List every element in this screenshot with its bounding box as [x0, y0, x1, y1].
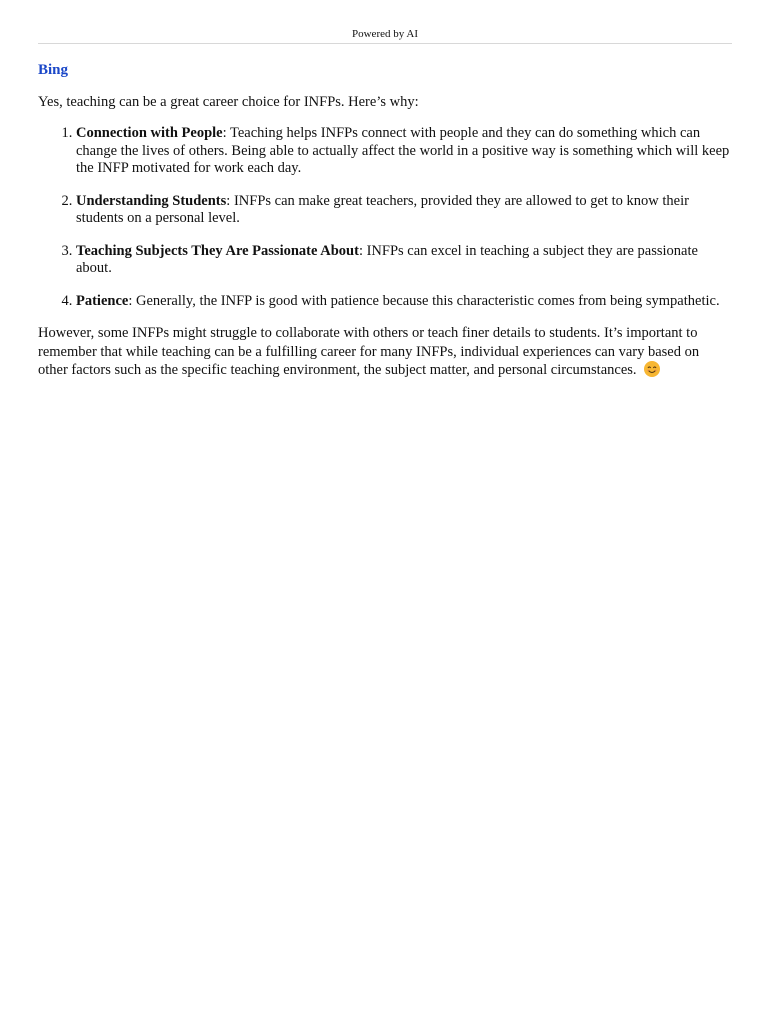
smiling-face-icon: [644, 361, 660, 377]
list-item: [76, 293, 732, 311]
list-item-title: Teaching Subjects They Are Passionate About: [76, 242, 359, 259]
list-item-title: Connection with People: [76, 125, 223, 141]
powered-by-header: [38, 0, 732, 44]
powered-by-text: Powered by AI: [352, 28, 418, 40]
reasons-list: [38, 125, 732, 310]
list-item-title: Understanding Students: [76, 192, 227, 209]
list-item: [76, 243, 732, 278]
list-item-title: Patience: [76, 292, 129, 309]
source-label: Bing: [38, 62, 69, 78]
closing-text: However, some INFPs might struggle to collaborate with others or teach finer details to students. It’s important to remember that while teaching can be a fulfilling career for many INFPs, individual experiences can vary based on other factors such as the specific teaching environment, the subject matter, and personal circumstances.: [38, 325, 700, 378]
closing-paragraph: [38, 324, 732, 380]
list-item: [76, 193, 732, 228]
list-item-text: : INFPs can make great teachers, provided they are allowed to get to know their students on a personal level.: [76, 192, 689, 226]
list-item-text: : INFPs can excel in teaching a subject they are passionate about.: [76, 242, 698, 276]
list-item-text: : Teaching helps INFPs connect with people and they can do something which can change the lives of others. Being able to actually affect the world in a positive way is something which will keep the INFP motivated for work each day.: [76, 125, 730, 176]
intro-text: Yes, teaching can be a great career choice for INFPs. Here’s why:: [38, 94, 419, 110]
list-item: [76, 125, 732, 178]
list-item-text: : Generally, the INFP is good with patience because this characteristic comes from being sympathetic.: [128, 292, 720, 309]
